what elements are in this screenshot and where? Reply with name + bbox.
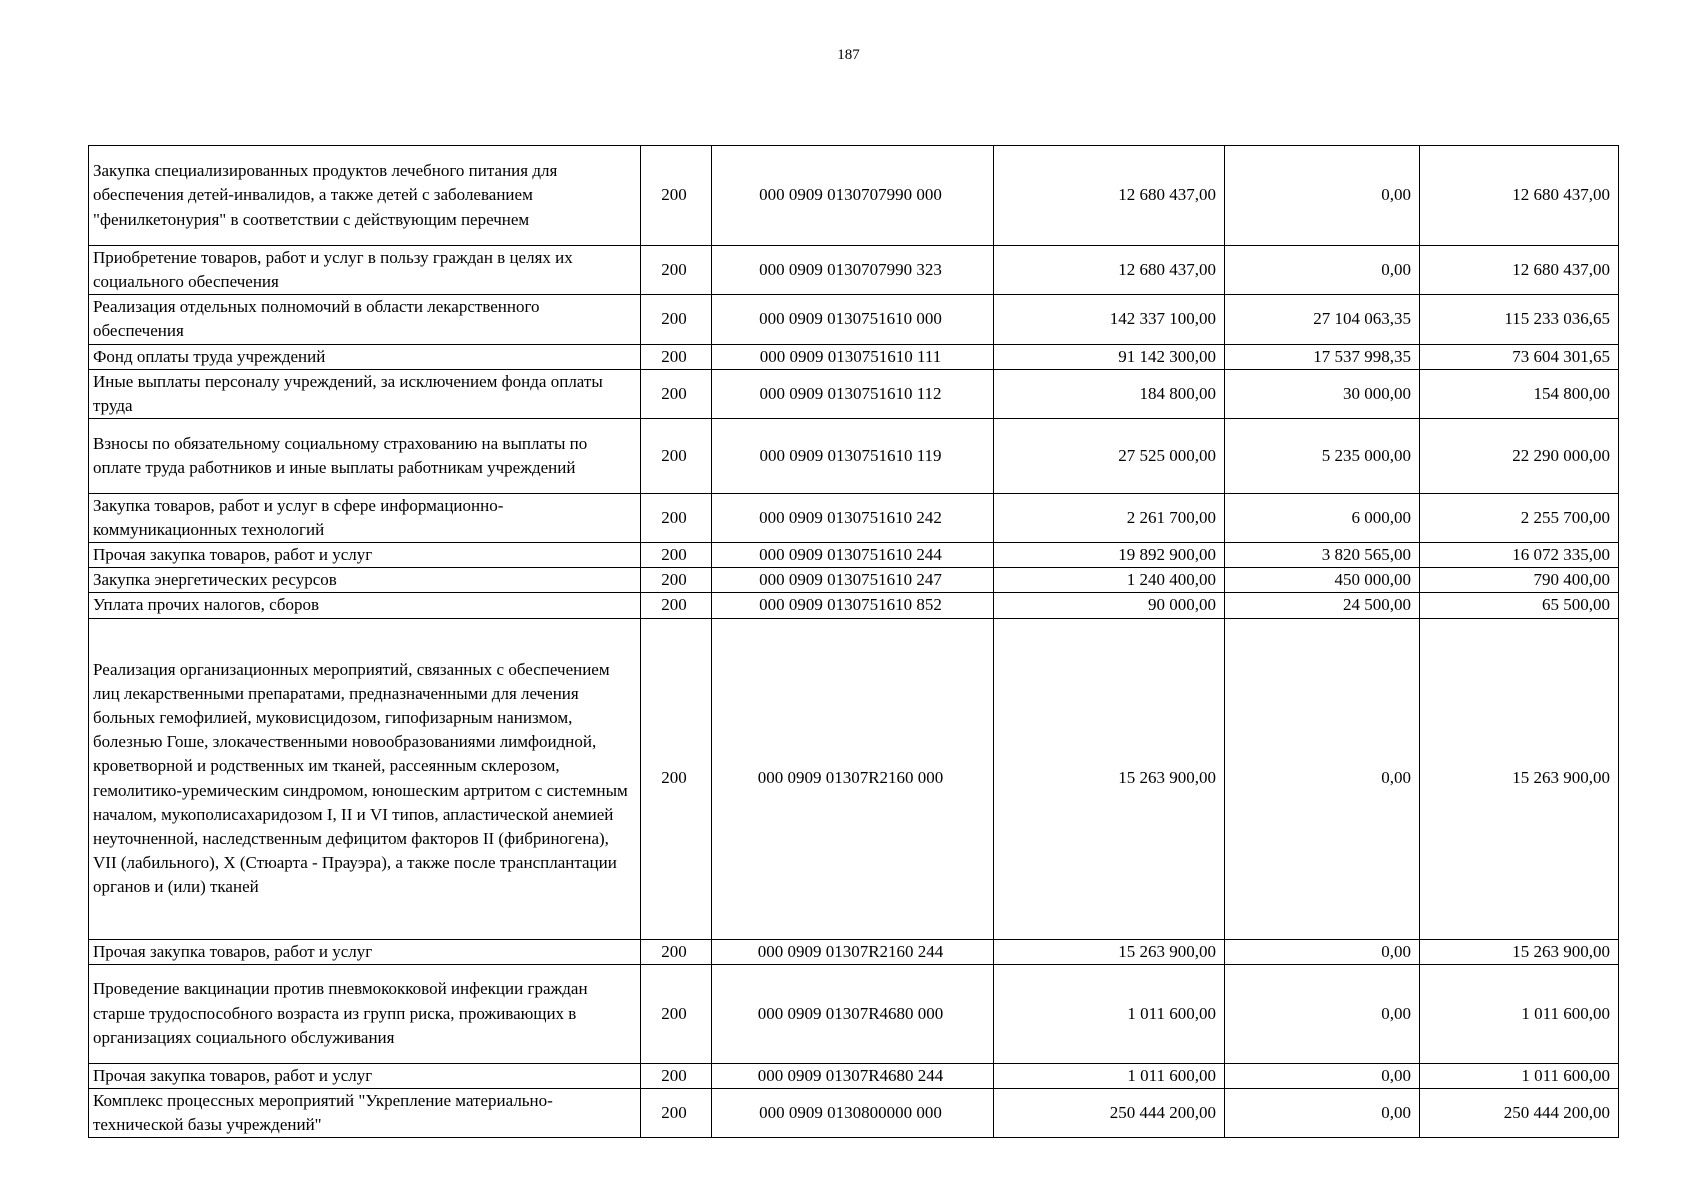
- budget-classification-code-cell: 000 0909 0130751610 119: [712, 418, 994, 493]
- admin-code-cell: 200: [641, 543, 712, 568]
- expense-name-cell: Прочая закупка товаров, работ и услуг: [89, 939, 641, 964]
- approved-amount-cell: 15 263 900,00: [994, 939, 1225, 964]
- expense-name-cell: Закупка товаров, работ и услуг в сфере информационно-коммуникационных технологий: [89, 493, 641, 542]
- table-row: [89, 418, 1619, 493]
- admin-code-cell: 200: [641, 1088, 712, 1137]
- expense-name-cell: Проведение вакцинации против пневмококковой инфекции граждан старше трудоспособного возраста из групп риска, проживающих в организациях социального обслуживания: [89, 964, 641, 1063]
- executed-amount-cell: 27 104 063,35: [1225, 295, 1420, 344]
- unexecuted-amount-cell: 2 255 700,00: [1420, 493, 1619, 542]
- table-row: [89, 568, 1619, 593]
- budget-classification-code-cell: 000 0909 0130751610 244: [712, 543, 994, 568]
- admin-code-cell: 200: [641, 964, 712, 1063]
- expense-name-cell: Приобретение товаров, работ и услуг в пользу граждан в целях их социального обеспечения: [89, 246, 641, 295]
- executed-amount-cell: 0,00: [1225, 964, 1420, 1063]
- executed-amount-cell: 6 000,00: [1225, 493, 1420, 542]
- approved-amount-cell: 19 892 900,00: [994, 543, 1225, 568]
- table-row: [89, 939, 1619, 964]
- budget-classification-code-cell: 000 0909 0130751610 242: [712, 493, 994, 542]
- budget-classification-code-cell: 000 0909 01307R2160 244: [712, 939, 994, 964]
- table-row: [89, 964, 1619, 1063]
- admin-code-cell: 200: [641, 618, 712, 939]
- admin-code-cell: 200: [641, 146, 712, 246]
- table-row: [89, 618, 1619, 939]
- expense-name-cell: Комплекс процессных мероприятий "Укрепление материально-технической базы учреждений": [89, 1088, 641, 1137]
- unexecuted-amount-cell: 12 680 437,00: [1420, 146, 1619, 246]
- admin-code-cell: 200: [641, 1063, 712, 1088]
- budget-table-body: [89, 146, 1619, 1138]
- table-row: [89, 246, 1619, 295]
- executed-amount-cell: 24 500,00: [1225, 593, 1420, 618]
- unexecuted-amount-cell: 1 011 600,00: [1420, 964, 1619, 1063]
- table-row: [89, 146, 1619, 246]
- expense-name-cell: Уплата прочих налогов, сборов: [89, 593, 641, 618]
- unexecuted-amount-cell: 65 500,00: [1420, 593, 1619, 618]
- unexecuted-amount-cell: 154 800,00: [1420, 369, 1619, 418]
- approved-amount-cell: 142 337 100,00: [994, 295, 1225, 344]
- expense-name-cell: Фонд оплаты труда учреждений: [89, 344, 641, 369]
- table-row: [89, 493, 1619, 542]
- table-row: [89, 295, 1619, 344]
- admin-code-cell: 200: [641, 418, 712, 493]
- budget-classification-code-cell: 000 0909 0130751610 247: [712, 568, 994, 593]
- executed-amount-cell: 0,00: [1225, 1063, 1420, 1088]
- executed-amount-cell: 30 000,00: [1225, 369, 1420, 418]
- approved-amount-cell: 12 680 437,00: [994, 246, 1225, 295]
- budget-classification-code-cell: 000 0909 0130751610 112: [712, 369, 994, 418]
- expense-name-cell: Иные выплаты персоналу учреждений, за исключением фонда оплаты труда: [89, 369, 641, 418]
- executed-amount-cell: 450 000,00: [1225, 568, 1420, 593]
- admin-code-cell: 200: [641, 369, 712, 418]
- admin-code-cell: 200: [641, 493, 712, 542]
- executed-amount-cell: 0,00: [1225, 939, 1420, 964]
- budget-classification-code-cell: 000 0909 0130751610 111: [712, 344, 994, 369]
- admin-code-cell: 200: [641, 568, 712, 593]
- unexecuted-amount-cell: 12 680 437,00: [1420, 246, 1619, 295]
- budget-classification-code-cell: 000 0909 01307R4680 244: [712, 1063, 994, 1088]
- unexecuted-amount-cell: 73 604 301,65: [1420, 344, 1619, 369]
- executed-amount-cell: 5 235 000,00: [1225, 418, 1420, 493]
- unexecuted-amount-cell: 15 263 900,00: [1420, 939, 1619, 964]
- executed-amount-cell: 0,00: [1225, 246, 1420, 295]
- budget-classification-code-cell: 000 0909 0130751610 000: [712, 295, 994, 344]
- expense-name-cell: Прочая закупка товаров, работ и услуг: [89, 543, 641, 568]
- executed-amount-cell: 17 537 998,35: [1225, 344, 1420, 369]
- approved-amount-cell: 184 800,00: [994, 369, 1225, 418]
- expense-name-cell: Закупка специализированных продуктов лечебного питания для обеспечения детей-инвалидов, а также детей с заболеванием "фенилкетонурия" в соответствии с действующим перечнем: [89, 146, 641, 246]
- table-row: [89, 369, 1619, 418]
- budget-classification-code-cell: 000 0909 01307R4680 000: [712, 964, 994, 1063]
- page-number: 187: [837, 47, 860, 63]
- approved-amount-cell: 15 263 900,00: [994, 618, 1225, 939]
- expense-name-cell: Закупка энергетических ресурсов: [89, 568, 641, 593]
- approved-amount-cell: 1 011 600,00: [994, 964, 1225, 1063]
- budget-classification-code-cell: 000 0909 0130707990 000: [712, 146, 994, 246]
- admin-code-cell: 200: [641, 246, 712, 295]
- budget-table: [88, 145, 1619, 1138]
- table-row: [89, 593, 1619, 618]
- budget-classification-code-cell: 000 0909 0130707990 323: [712, 246, 994, 295]
- unexecuted-amount-cell: 22 290 000,00: [1420, 418, 1619, 493]
- budget-classification-code-cell: 000 0909 0130751610 852: [712, 593, 994, 618]
- unexecuted-amount-cell: 16 072 335,00: [1420, 543, 1619, 568]
- executed-amount-cell: 0,00: [1225, 618, 1420, 939]
- unexecuted-amount-cell: 1 011 600,00: [1420, 1063, 1619, 1088]
- expense-name-cell: Прочая закупка товаров, работ и услуг: [89, 1063, 641, 1088]
- approved-amount-cell: 1 011 600,00: [994, 1063, 1225, 1088]
- table-row: [89, 344, 1619, 369]
- executed-amount-cell: 0,00: [1225, 1088, 1420, 1137]
- table-row: [89, 1088, 1619, 1137]
- unexecuted-amount-cell: 250 444 200,00: [1420, 1088, 1619, 1137]
- budget-classification-code-cell: 000 0909 0130800000 000: [712, 1088, 994, 1137]
- unexecuted-amount-cell: 15 263 900,00: [1420, 618, 1619, 939]
- budget-classification-code-cell: 000 0909 01307R2160 000: [712, 618, 994, 939]
- approved-amount-cell: 27 525 000,00: [994, 418, 1225, 493]
- admin-code-cell: 200: [641, 295, 712, 344]
- approved-amount-cell: 250 444 200,00: [994, 1088, 1225, 1137]
- approved-amount-cell: 90 000,00: [994, 593, 1225, 618]
- admin-code-cell: 200: [641, 344, 712, 369]
- admin-code-cell: 200: [641, 939, 712, 964]
- table-row: [89, 543, 1619, 568]
- executed-amount-cell: 0,00: [1225, 146, 1420, 246]
- table-row: [89, 1063, 1619, 1088]
- unexecuted-amount-cell: 115 233 036,65: [1420, 295, 1619, 344]
- approved-amount-cell: 12 680 437,00: [994, 146, 1225, 246]
- expense-name-cell: Взносы по обязательному социальному страхованию на выплаты по оплате труда работников и иные выплаты работникам учреждений: [89, 418, 641, 493]
- expense-name-cell: Реализация организационных мероприятий, связанных с обеспечением лиц лекарственными препаратами, предназначенными для лечения больных гемофилией, муковисцидозом, гипофизарным нанизмом, болезнью Гоше, злокачественными новообразованиями лимфоидной, кроветворной и родственных им тканей, рассеянным склерозом, гемолитико-уремическим синдромом, юношеским артритом с системным началом, мукополисахаридозом I, II и VI типов, апластической анемией неуточненной, наследственным дефицитом факторов II (фибриногена), VII (лабильного), X (Стюарта - Прауэра), а также после трансплантации органов и (или) тканей: [89, 618, 641, 939]
- unexecuted-amount-cell: 790 400,00: [1420, 568, 1619, 593]
- admin-code-cell: 200: [641, 593, 712, 618]
- approved-amount-cell: 91 142 300,00: [994, 344, 1225, 369]
- executed-amount-cell: 3 820 565,00: [1225, 543, 1420, 568]
- expense-name-cell: Реализация отдельных полномочий в области лекарственного обеспечения: [89, 295, 641, 344]
- approved-amount-cell: 2 261 700,00: [994, 493, 1225, 542]
- approved-amount-cell: 1 240 400,00: [994, 568, 1225, 593]
